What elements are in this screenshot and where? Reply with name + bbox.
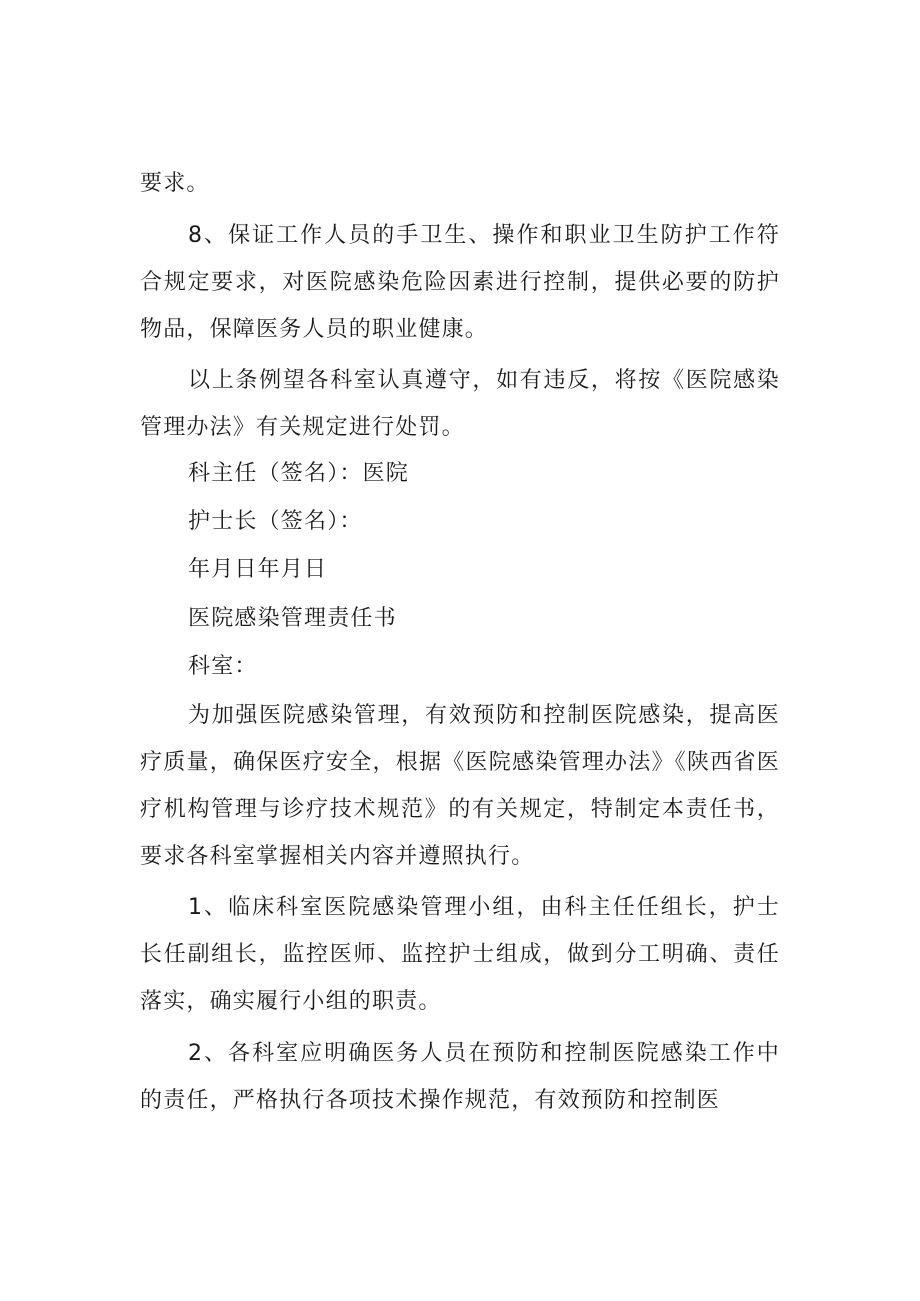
paragraph-item-8: 8、保证工作人员的手卫生、操作和职业卫生防护工作符合规定要求，对医院感染危险因素进行控制，提供必要的防护物品，保障医务人员的职业健康。 [140,223,780,342]
department-field-label: 科室： [188,654,258,679]
signature-head-nurse: 护士长（签名）： [188,509,363,534]
signature-dates: 年月日年月日 [188,557,328,582]
signature-department-head: 科主任（签名）：医院 [188,461,410,486]
paragraph-item-2: 2、各科室应明确医务人员在预防和控制医院感染工作中的责任，严格执行各项技术操作规范，有效预防和控制医 [140,1041,780,1113]
paragraph-item-1: 1、临床科室医院感染管理小组，由科主任任组长，护士长任副组长，监控医师、监控护士组成，做到分工明确、责任落实，确实履行小组的职责。 [140,895,780,1014]
paragraph-introduction: 为加强医院感染管理，有效预防和控制医院感染，提高医疗质量，确保医疗安全，根据《医院感染管理办法》《陕西省医疗机构管理与诊疗技术规范》的有关规定，特制定本责任书，要求各科室掌握相关内容并遵照执行。 [140,703,780,869]
paragraph-continuation: 要求。 [140,171,210,196]
paragraph-closing-notice: 以上条例望各科室认真遵守，如有违反，将按《医院感染管理办法》有关规定进行处罚。 [140,368,780,440]
document-title: 医院感染管理责任书 [188,606,397,631]
